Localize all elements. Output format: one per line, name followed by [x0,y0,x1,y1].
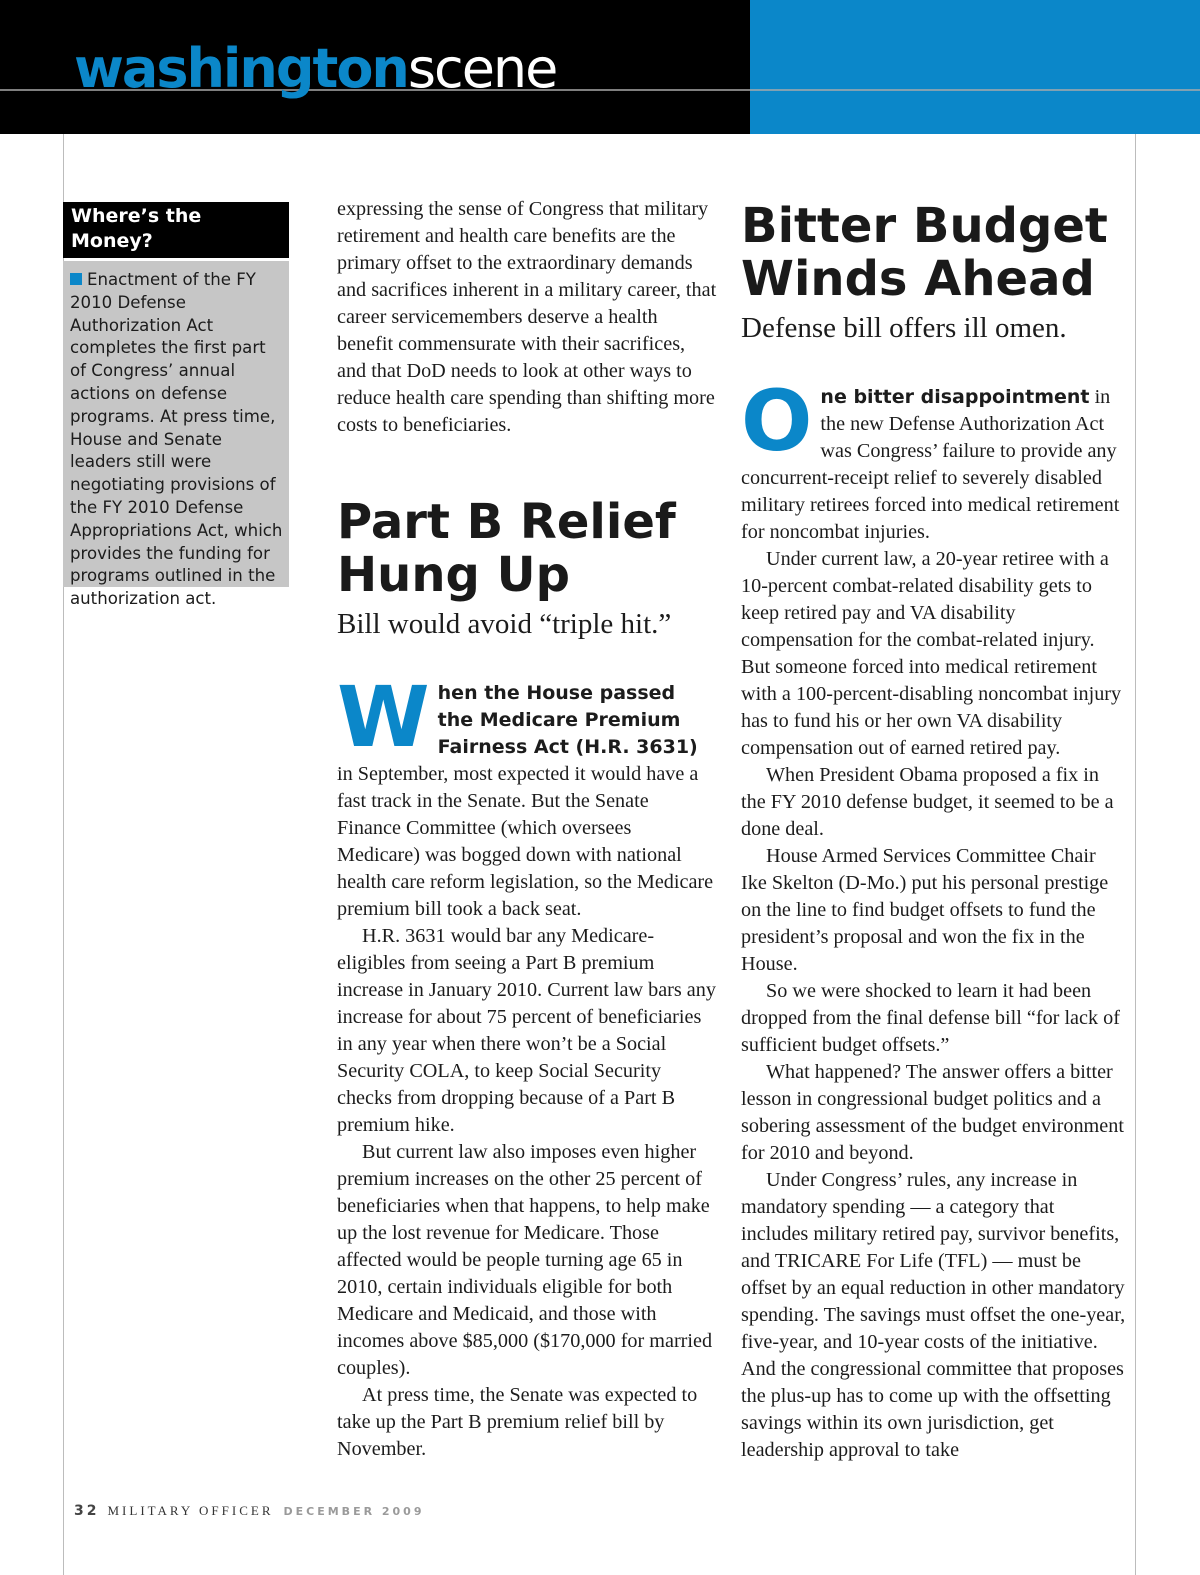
page-footer [74,1503,425,1519]
sidebar-title: Where’s the Money? [63,202,289,258]
body-paragraph: House Armed Services Committee Chair Ike Skelton (D-Mo.) put his personal prestige on the line to find budget offsets to fund the president’s proposal and won the fix in the House. [741,845,1109,975]
lead-paragraph [741,372,1126,546]
article-headline: Part B Relief Hung Up [337,494,676,603]
body-paragraph: H.R. 3631 would bar any Medicare-eligibles from seeing a Part B premium increase in January 2010. Current law bars any increase for about 75 percent of beneficiaries in any year when there won’t be a Social Security COLA, to keep Social Security checks from dropping because of a Part B premium hike. [337,925,716,1136]
header-blue-band [750,0,1200,134]
lead-bold-text: hen the House passed the Medicare Premium Fairness Act (H.R. 3631) [437,682,698,758]
magazine-name: MILITARY OFFICER [107,1503,274,1518]
body-paragraph: But current law also imposes even higher premium increases on the other 25 percent of beneficiaries when that happens, to help make up the lost revenue for Medicare. Those affected would be people turning age 65 in 2010, certain individuals eligible for both Medicare and Medicaid, and those with incomes above $85,000 ($170,000 for married couples). [337,1141,713,1379]
masthead-washington: washington [74,37,408,100]
issue-date: DECEMBER 2009 [283,1505,425,1518]
body-paragraph: When President Obama proposed a fix in the FY 2010 defense budget, it seemed to be a done deal. [741,764,1114,840]
lead-text: in the new Defense Authorization Act was Congress’ failure to provide any concurrent-receipt relief to severely disabled military retirees forced into medical retirement for noncombat injuries. [741,386,1120,543]
body-paragraph: Under current law, a 20-year retiree with a 10-percent combat-related disability gets to keep retired pay and VA disability compensation for the combat-related injury. But someone forced into medical retirement with a 100-percent-disabling noncombat injury has to fund his or her own VA disability compensation out of earned retired pay. [741,548,1122,759]
sidebar-text: Enactment of the FY 2010 Defense Authorization Act completes the first part of Congress’ annual actions on defense programs. At press time, House and Senate leaders still were negotiating provisions of the FY 2010 Defense Appropriations Act, which provides the funding for programs outlined in the authorization act. [70,270,283,609]
page-number: 32 [74,1503,100,1519]
article-deck: Bill would avoid “triple hit.” [337,608,672,640]
drop-cap: W [337,668,430,766]
right-margin-rule [1135,134,1136,1575]
masthead-scene: scene [407,37,557,100]
article-part-b-body [337,668,717,1463]
continued-text-block [337,196,717,439]
lead-paragraph [337,668,717,923]
drop-cap: O [741,372,813,470]
body-paragraph: At press time, the Senate was expected to take up the Part B premium relief bill by November. [337,1384,698,1460]
section-masthead [74,34,556,104]
continued-paragraph: expressing the sense of Congress that military retirement and health care benefits are the primary offset to the extraordinary demands and sacrifices inherent in a military career, that career servicemembers deserve a health benefit commensurate with their sacrifices, and that DoD needs to look at other ways to reduce health care spending than shifting more costs to beneficiaries. [337,198,717,436]
body-paragraph: Under Congress’ rules, any increase in mandatory spending — a category that includes military retired pay, survivor benefits, and TRICARE For Life (TFL) — must be offset by an equal reduction in other mandatory spending. The savings must offset the one-year, five-year, and 10-year costs of the initiative. And the congressional committee that proposes the plus-up has to come up with the offsetting savings within its own jurisdiction, get leadership approval to take [741,1169,1126,1461]
article-deck: Defense bill offers ill omen. [741,312,1067,344]
article-bitter-budget-body [741,372,1126,1464]
body-paragraph: What happened? The answer offers a bitter lesson in congressional budget politics and a sobering assessment of the budget environment for 2010 and beyond. [741,1061,1124,1164]
lead-bold-text: ne bitter disappointment [820,386,1090,408]
sidebar-body [63,261,289,609]
article-headline: Bitter Budget Winds Ahead [741,198,1108,307]
bullet-square-icon [70,273,82,285]
article-part-b [337,496,717,640]
sidebar-box [63,202,289,609]
article-bitter-budget [741,200,1126,344]
lead-text: in September, most expected it would have a fast track in the Senate. But the Senate Finance Committee (which oversees Medicare) was bogged down with national health care reform legislation, so the Medicare premium bill took a back seat. [337,763,714,920]
body-paragraph: So we were shocked to learn it had been dropped from the final defense bill “for lack of sufficient budget offsets.” [741,980,1120,1056]
